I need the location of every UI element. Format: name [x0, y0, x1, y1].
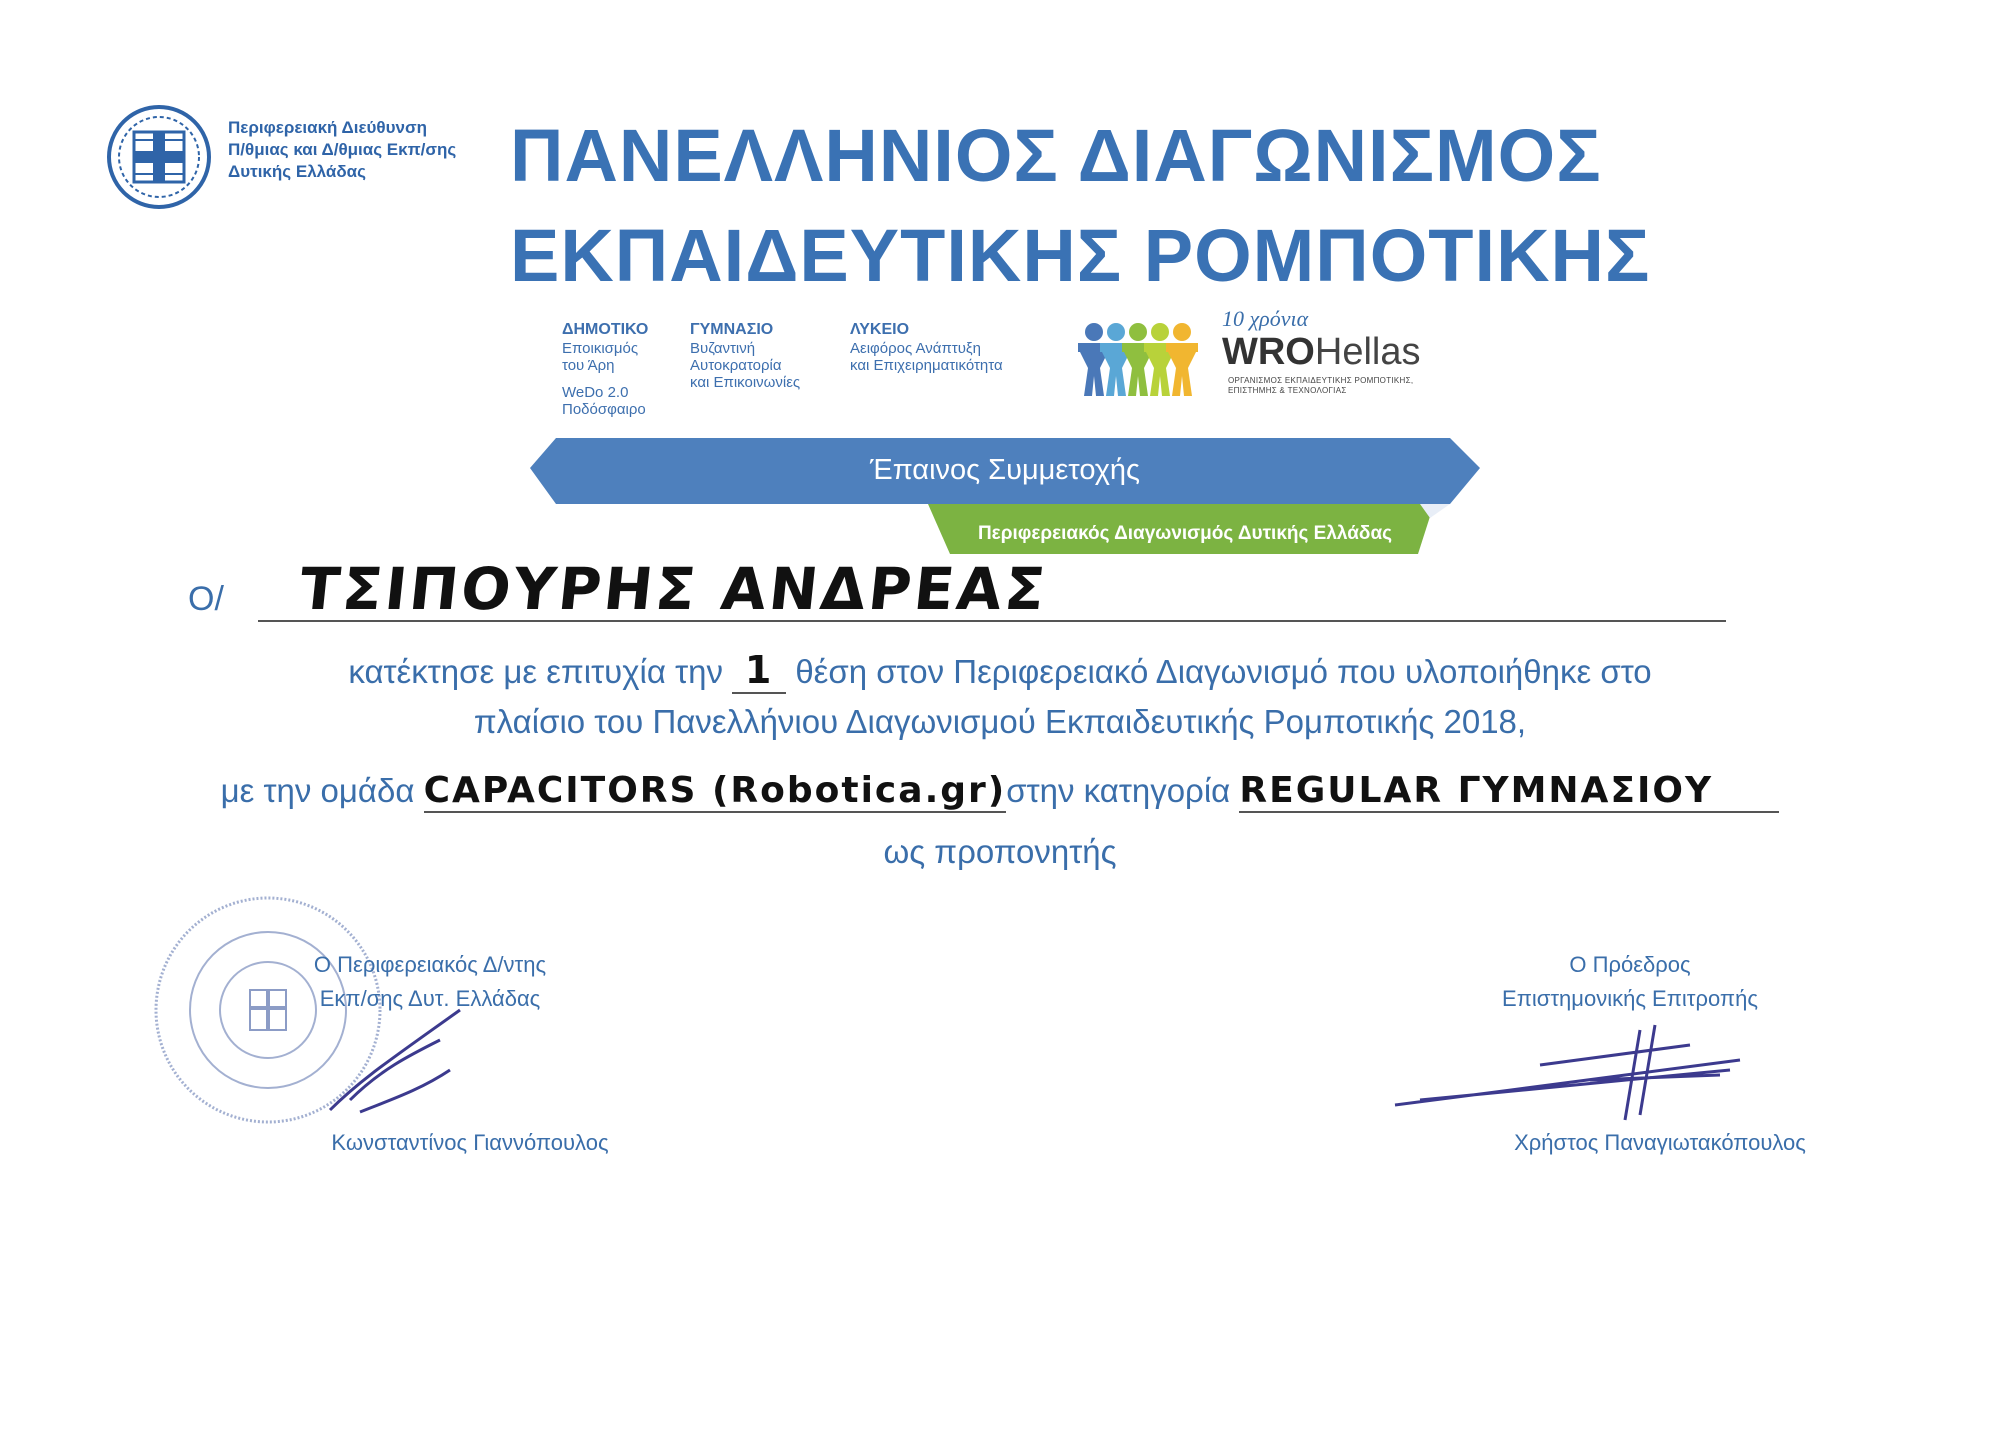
body-text: με την ομάδα	[220, 772, 415, 809]
body-text: θέση στον Περιφερειακό Διαγωνισμό που υλοποιήθηκε στο	[795, 653, 1652, 690]
category-gymnasium	[690, 321, 800, 391]
greek-emblem-icon	[104, 102, 214, 212]
wro-figure-icon	[1100, 323, 1132, 396]
award-subtitle: Περιφερειακός Διαγωνισμός Δυτικής Ελλάδας	[977, 523, 1393, 544]
page-title	[510, 106, 1651, 306]
body-text: κατέκτησε με επιτυχία την	[348, 653, 723, 690]
recipient-name: ΤΣΙΠΟΥΡΗΣ ΑΝΔΡΕΑΣ	[296, 555, 1052, 623]
category-line: και Επικοινωνίες	[690, 374, 801, 391]
placement-value: 1	[732, 648, 786, 694]
body-line-1	[0, 648, 2000, 694]
title-line-1: ΠΑΝΕΛΛΗΝΙΟΣ ΔΙΑΓΩΝΙΣΜΟΣ	[510, 114, 1602, 197]
category-line: Αυτοκρατορία	[690, 357, 782, 374]
signature-title-line: Επιστημονικής Επιτροπής	[1502, 986, 1758, 1011]
wro-subtitle-line-1: ΟΡΓΑΝΙΣΜΟΣ ΕΚΠΑΙΔΕΥΤΙΚΗΣ ΡΟΜΠΟΤΙΚΗΣ,	[1228, 376, 1414, 385]
category-primary	[562, 321, 648, 418]
competition-category: REGULAR ΓΥΜΝΑΣΙΟΥ	[1239, 770, 1779, 813]
wro-name-rest: Hellas	[1314, 331, 1421, 373]
wro-subtitle-line-2: ΕΠΙΣΤΗΜΗΣ & ΤΕΧΝΟΛΟΓΙΑΣ	[1228, 386, 1347, 395]
signature-right-scrawl	[1390, 1020, 1750, 1130]
wro-ten-years: 10 χρόνια	[1222, 306, 1309, 331]
body-line-2: πλαίσιο του Πανελλήνιου Διαγωνισμού Εκπαιδευτικής Ρομποτικής 2018,	[473, 703, 1527, 740]
directorate-line-2: Π/θμιας και Δ/θμιας Εκπ/σης	[228, 140, 457, 159]
category-spacer	[562, 374, 648, 384]
category-line: Εποικισμός	[562, 340, 639, 357]
signature-title-line: Ο Περιφερειακός Δ/ντης	[313, 952, 547, 977]
signature-title-line: Εκπ/σης Δυτ. Ελλάδας	[319, 986, 541, 1011]
signature-left-scrawl	[320, 1000, 470, 1120]
wro-figure-icon	[1166, 323, 1198, 396]
wro-name-bold: WRO	[1222, 331, 1315, 373]
category-head: ΔΗΜΟΤΙΚΟ	[562, 321, 649, 338]
directorate-line-1: Περιφερειακή Διεύθυνση	[228, 118, 427, 137]
category-line: του Άρη	[562, 357, 615, 374]
wro-subtitle	[1228, 376, 1413, 396]
signature-title-line: Ο Πρόεδρος	[1569, 952, 1691, 977]
category-line: Ποδόσφαιρο	[562, 401, 646, 418]
award-title: Έπαινος Συμμετοχής	[869, 454, 1141, 486]
category-lyceum	[850, 321, 1003, 374]
wro-name	[1222, 332, 1420, 372]
wro-figure-icon	[1122, 323, 1154, 396]
category-line: και Επιχειρηματικότητα	[850, 357, 1003, 374]
team-name: CAPACITORS (Robotica.gr)	[423, 770, 1007, 811]
title-line-2: ΕΚΠΑΙΔΕΥΤΙΚΗΣ ΡΟΜΠΟΤΙΚΗΣ	[510, 214, 1651, 297]
category-head: ΛΥΚΕΙΟ	[850, 321, 910, 338]
category-line: Αειφόρος Ανάπτυξη	[850, 340, 981, 357]
body-text: στην κατηγορία	[1006, 772, 1231, 809]
category-line: WeDo 2.0	[562, 384, 629, 401]
signature-right-title	[1470, 948, 1790, 1016]
signatory-left-name: Κωνσταντίνος Γιαννόπουλος	[331, 1130, 609, 1155]
category-line: Βυζαντινή	[690, 340, 756, 357]
signatory-right-name: Χρήστος Παναγιωτακόπουλος	[1514, 1130, 1806, 1155]
body-line-3	[0, 770, 2000, 813]
body-line-4: ως προπονητής	[883, 833, 1117, 870]
directorate-name	[228, 117, 456, 183]
salutation: Ο/	[188, 580, 224, 618]
directorate-line-3: Δυτικής Ελλάδας	[228, 162, 366, 181]
wro-figure-icon	[1144, 323, 1176, 396]
category-head: ΓΥΜΝΑΣΙΟ	[690, 321, 774, 338]
wro-figure-icon	[1078, 323, 1110, 396]
